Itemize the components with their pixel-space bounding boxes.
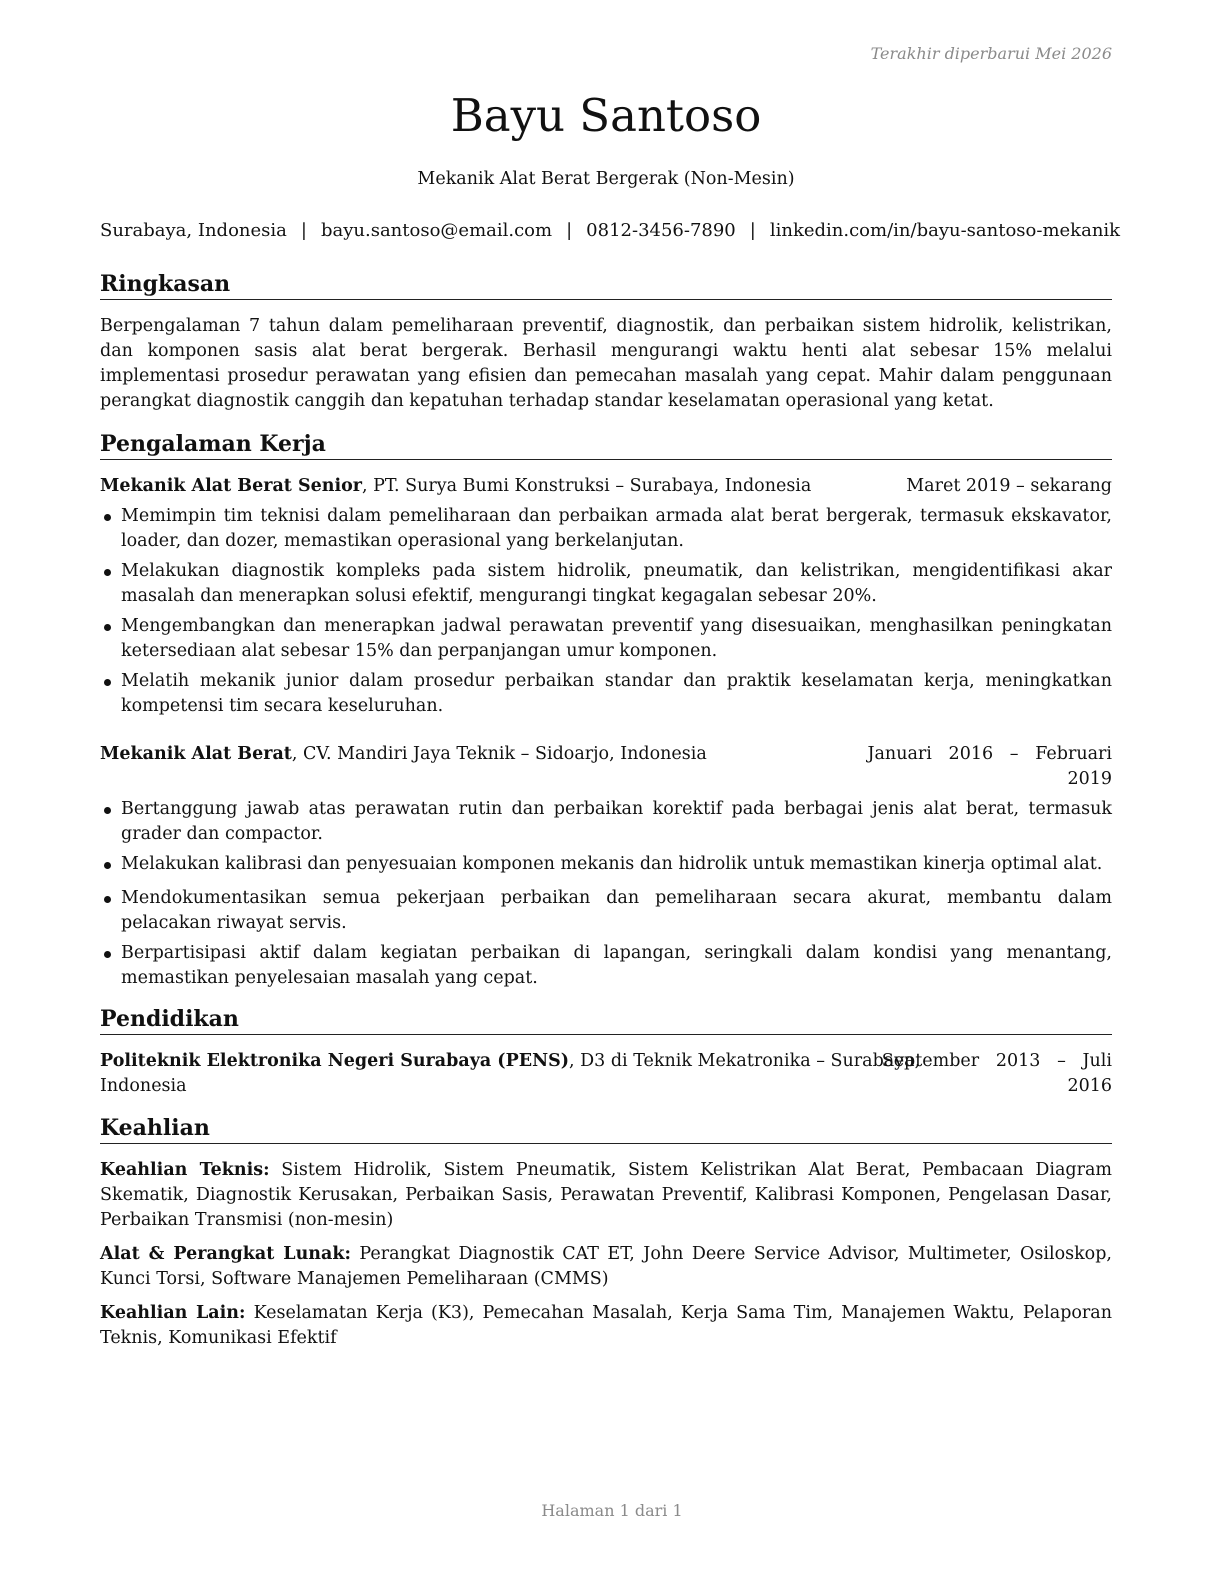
job-bullet: Bertanggung jawab atas perawatan rutin dan perbaikan korektif pada berbagai jenis alat berat, termasuk grader dan compactor. [100,797,1112,847]
skill-text: Keselamatan Kerja (K3), Pemecahan Masalah, Kerja Sama Tim, Manajemen Waktu, Pelaporan Teknis, Komunikasi Efektif [100,1303,1113,1348]
contact-line [100,219,1121,243]
education-entry [100,1049,1112,1099]
section-title-skills: Keahlian [100,1114,1112,1144]
skill-text: Perangkat Diagnostik CAT ET, John Deere Service Advisor, Multimeter, Osiloskop, Kunci Torsi, Software Manajemen Pemeliharaan (CMMS) [100,1244,1112,1289]
job-dates: Maret 2019 – sekarang [906,476,1112,496]
job-bullet: Mendokumentasikan semua pekerjaan perbaikan dan pemeliharaan secara akurat, membantu dalam pelacakan riwayat servis. [100,886,1112,936]
job-company: , PT. Surya Bumi Konstruksi – Surabaya, Indonesia [362,476,812,496]
page-number: Halaman 1 dari 1 [541,1501,683,1520]
skill-line-tools [100,1242,1112,1292]
skill-line-technical [100,1158,1112,1233]
job-bullets [100,797,1112,991]
contact-linkedin[interactable]: linkedin.com/in/bayu-santoso-mekanik [769,220,1121,241]
section-title-education: Pendidikan [100,1005,1112,1035]
job-role: Mekanik Alat Berat [100,744,292,764]
job-role: Mekanik Alat Berat Senior [100,476,362,496]
section-title-summary: Ringkasan [100,270,1112,300]
contact-separator: | [566,220,573,241]
job-bullet: Mengembangkan dan menerapkan jadwal perawatan preventif yang disesuaikan, menghasilkan peningkatan ketersediaan alat sebesar 15% dan perpanjangan umur komponen. [100,614,1112,664]
job-header [100,742,1112,792]
skill-label: Keahlian Teknis: [100,1160,270,1180]
job-bullet: Memimpin tim teknisi dalam pemeliharaan dan perbaikan armada alat berat bergerak, termasuk ekskavator, loader, dan dozer, memastikan operasional yang berkelanjutan. [100,504,1112,554]
education-dates: September 2013 – Juli [881,1051,1112,1071]
education-dates-continued: 2016 [1067,1076,1112,1096]
candidate-name: Bayu Santoso [450,89,762,142]
job-company: , CV. Mandiri Jaya Teknik – Sidoarjo, Indonesia [291,744,707,764]
education-detail-continued: Indonesia [100,1076,187,1096]
job-bullets [100,504,1112,719]
contact-separator: | [749,220,756,241]
job-bullet: Berpartisipasi aktif dalam kegiatan perbaikan di lapangan, seringkali dalam kondisi yang menantang, memastikan penyelesaian masalah yang cepat. [100,941,1112,991]
job-bullet: Melakukan kalibrasi dan penyesuaian komponen mekanis dan hidrolik untuk memastikan kinerja optimal alat. [100,852,1112,877]
job-bullet: Melakukan diagnostik kompleks pada sistem hidrolik, pneumatik, dan kelistrikan, mengidentifikasi akar masalah dan menerapkan solusi efektif, mengurangi tingkat kegagalan sebesar 20%. [100,559,1112,609]
section-title-experience: Pengalaman Kerja [100,430,1112,460]
contact-email[interactable]: bayu.santoso@email.com [320,220,553,241]
job-bullet: Melatih mekanik junior dalam prosedur perbaikan standar dan praktik keselamatan kerja, meningkatkan kompetensi tim secara keseluruhan. [100,669,1112,719]
skill-label: Keahlian Lain: [100,1303,246,1323]
skill-label: Alat & Perangkat Lunak: [100,1244,351,1264]
contact-location: Surabaya, Indonesia [100,220,287,241]
contact-phone: 0812-3456-7890 [586,220,736,241]
skill-text: Sistem Hidrolik, Sistem Pneumatik, Sistem Kelistrikan Alat Berat, Pembacaan Diagram Skematik, Diagnostik Kerusakan, Perbaikan Sasis, Perawatan Preventif, Kalibrasi Komponen, Pengelasan Dasar, Perbaikan Transmisi (non-mesin) [100,1160,1112,1230]
candidate-headline: Mekanik Alat Berat Bergerak (Non-Mesin) [417,169,795,189]
contact-separator: | [300,220,307,241]
summary-text: Berpengalaman 7 tahun dalam pemeliharaan preventif, diagnostik, dan perbaikan sistem hidrolik, kelistrikan, dan komponen sasis alat berat bergerak. Berhasil mengurangi waktu henti alat sebesar 15% melalui implementasi prosedur perawatan yang efisien dan pemecahan masalah yang cepat. Mahir dalam penggunaan perangkat diagnostik canggih dan kepatuhan terhadap standar keselamatan operasional yang ketat. [100,316,1112,411]
last-updated-note: Terakhir diperbarui Mei 2026 [870,44,1112,63]
skill-line-other [100,1301,1112,1351]
education-school: Politeknik Elektronika Negeri Surabaya (PENS) [100,1051,569,1071]
education-detail: , D3 di Teknik Mekatronika – Surabaya, [569,1051,921,1071]
job-dates-continued: 2019 [1067,769,1112,789]
job-dates: Januari 2016 – Februari [867,744,1112,764]
